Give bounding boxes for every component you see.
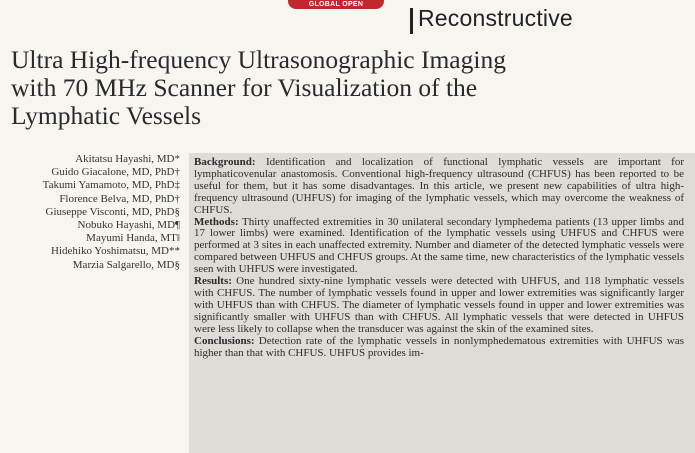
author: Mayumi Handa, MT‖	[86, 232, 180, 245]
section-label: Reconstructive	[418, 5, 573, 31]
title-line: Lymphatic Vessels	[11, 101, 202, 130]
author: Nobuko Hayashi, MD¶	[77, 219, 180, 232]
title-line: Ultra High-frequency Ultrasonographic Imaging	[11, 45, 506, 74]
author: Guido Giacalone, MD, PhD†	[51, 166, 180, 179]
journal-badge: GLOBAL OPEN	[288, 0, 384, 9]
section-heading: Conclusions:	[194, 334, 255, 347]
abstract-background-section	[194, 157, 684, 217]
author: Marzia Salgarello, MD§	[72, 258, 180, 271]
author: Takumi Yamamoto, MD, PhD‡	[42, 179, 180, 192]
author: Hidehiko Yoshimatsu, MD**	[51, 245, 180, 258]
article-title	[11, 46, 681, 130]
abstract-methods-section	[194, 217, 684, 277]
author: Akitatsu Hayashi, MD*	[75, 153, 180, 165]
section-heading: Methods:	[194, 215, 239, 228]
section-text: Detection rate of the lymphatic vessels in nonlymphedematous extremities with UHFUS was higher than that with CHFUS. UHFUS provides im-	[194, 334, 684, 359]
author: Giuseppe Visconti, MD, PhD§	[45, 205, 180, 218]
abstract-conclusions-section	[194, 336, 684, 360]
abstract	[194, 157, 684, 359]
section-divider	[410, 8, 413, 34]
section-heading: Results:	[194, 275, 232, 288]
section-text: Identification and localization of functional lymphatic vessels are important for lymphaticovenular anastomosis. Conventional high-frequency ultrasound (CHFUS) has been reported to be useful for them, but it has some disadvantages. In this article, we present new capabilities of ultra high-frequency ultrasound (UHFUS) for imaging of the lymphatic vessels, which may overcome the weakness of CHFUS.	[194, 156, 684, 216]
author-list	[0, 153, 180, 272]
author: Florence Belva, MD, PhD†	[59, 192, 180, 205]
title-line: with 70 MHz Scanner for Visualization of the	[11, 73, 478, 102]
section-text: One hundred sixty-nine lymphatic vessels were detected with UHFUS, and 118 lymphatic vessels with CHFUS. The number of lymphatic vessels found in upper and lower extremities was significantly larger with UHFUS than with CHFUS. The diameter of lymphatic vessels found in upper and lower extremities was significantly smaller with UHFUS than with CHFUS. All lymphatic vessels that were detected in UHFUS were less likely to collapse when the transducer was against the skin of the examined sites.	[194, 275, 684, 335]
abstract-results-section	[194, 276, 684, 336]
section-text: Thirty unaffected extremities in 30 unilateral secondary lymphedema patients (13 upper limbs and 17 lower limbs) were examined. Identification of the lymphatic vessels using UHFUS and CHFUS were performed at 3 sites in each unaffected extremity. Number and diameter of the detected lymphatic vessels were compared between UHFUS and CHFUS groups. At the same time, new characteristics of the lymphatic vessels seen with UHFUS were investigated.	[194, 215, 684, 276]
section-heading: Background:	[194, 156, 256, 168]
